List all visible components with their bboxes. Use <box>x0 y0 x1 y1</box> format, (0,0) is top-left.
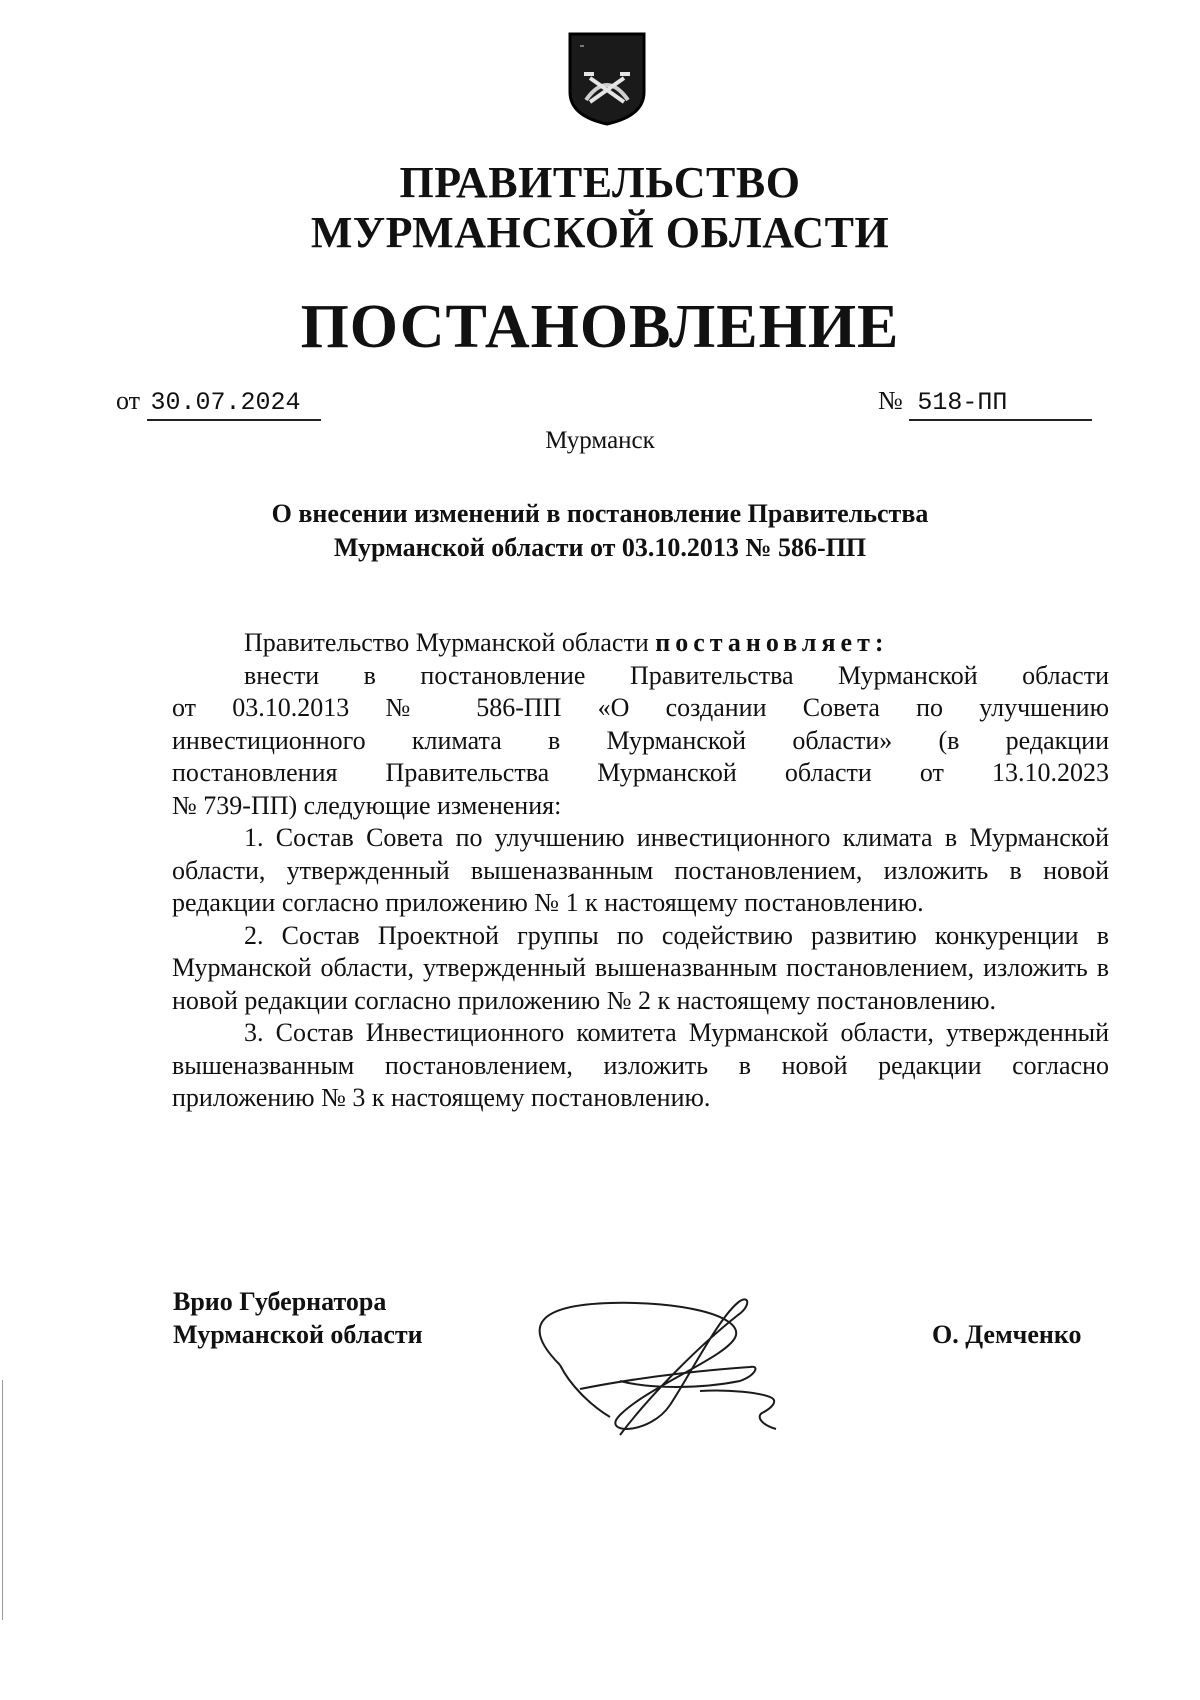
signatory-position-line2: Мурманской области <box>173 1320 423 1349</box>
subject-line1: О внесении изменений в постановление Правительства <box>271 499 929 528</box>
intro-verb: постановляет: <box>655 628 889 657</box>
document-date-field <box>116 385 321 421</box>
city-name: Мурманск <box>545 427 655 454</box>
body-line: внести в постановление Правительства Мурманской области <box>244 660 1109 690</box>
signatory-position-line1: Врио Губернатора <box>173 1287 387 1316</box>
body-line: от 03.10.2013 № 586-ПП «О создании Совета по улучшению <box>172 693 1109 722</box>
intro-paragraph <box>172 627 1109 660</box>
organization-name-line2: МУРМАНСКОЙ ОБЛАСТИ <box>310 208 890 257</box>
document-number: 518-ПП <box>909 387 1092 421</box>
document-body <box>172 627 1109 1115</box>
scan-edge-line <box>2 1380 3 1620</box>
signatory-position <box>173 1285 423 1351</box>
intro-text: Правительство Мурманской области <box>244 628 649 657</box>
document-number-field <box>878 385 1092 421</box>
organization-name-line1: ПРАВИТЕЛЬСТВО <box>399 158 801 207</box>
body-line: постановления Правительства Мурманской области от 13.10.2023 <box>172 758 1109 787</box>
list-item-3: 3. Состав Инвестиционного комитета Мурманской области, утвержденный вышеназванным постановлением, изложить в новой редакции согласно приложению № 3 к настоящему постановлению. <box>172 1018 1109 1112</box>
body-line: № 739-ПП) следующие изменения: <box>172 790 562 820</box>
list-item-1: 1. Состав Совета по улучшению инвестиционного климата в Мурманской области, утвержденный вышеназванным постановлением, изложить в новой редакции согласно приложению № 1 к настоящему постановлению. <box>172 823 1109 917</box>
coat-of-arms-emblem <box>566 30 648 128</box>
handwritten-signature <box>500 1285 840 1445</box>
body-line: инвестиционного климата в Мурманской области» (в редакции <box>172 725 1109 755</box>
signatory-name: О. Демченко <box>932 1320 1082 1349</box>
document-subject <box>0 497 1200 565</box>
subject-line2: Мурманской области от 03.10.2013 № 586-ПП <box>333 533 867 562</box>
document-date: 30.07.2024 <box>147 387 321 421</box>
number-prefix: № <box>878 386 903 415</box>
list-item-2: 2. Состав Проектной группы по содействию развитию конкуренции в Мурманской области, утвержденный вышеназванным постановлением, изложить в новой редакции согласно приложению № 2 к настоящему постановлению. <box>172 920 1109 1015</box>
document-type-title: ПОСТАНОВЛЕНИЕ <box>300 293 900 361</box>
date-prefix: от <box>116 386 141 415</box>
